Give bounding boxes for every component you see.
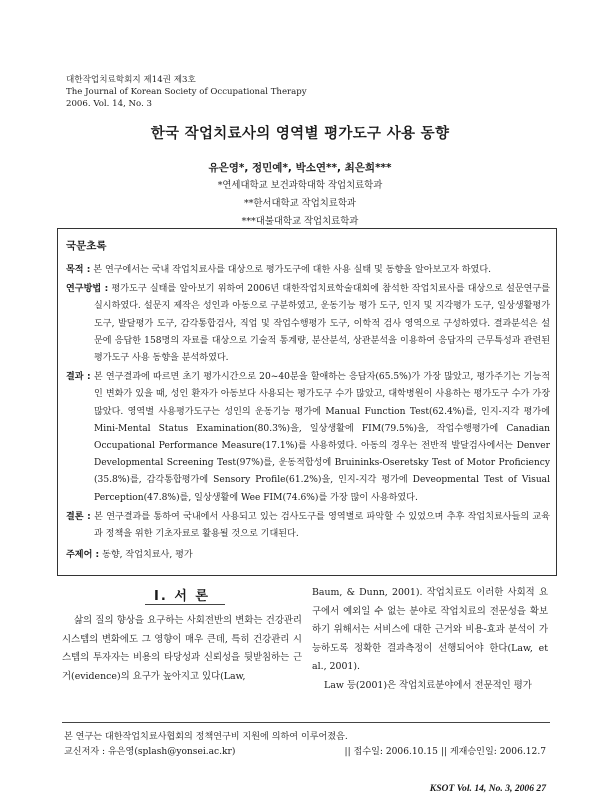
abstract-purpose (66, 262, 550, 279)
result-label: 결과 : (66, 372, 91, 383)
purpose-text: 본 연구에서는 국내 작업치료사를 대상으로 평가도구에 대한 사용 실태 및 동향을 알아보고자 하였다. (90, 265, 492, 275)
keywords-text: 동향, 작업치료사, 평가 (99, 550, 193, 560)
affiliation-1: *연세대학교 보건과학대학 작업치료학과 (217, 180, 383, 191)
affiliation-2: **한서대학교 작업치료학과 (244, 198, 356, 209)
keywords-label: 주제어 : (66, 550, 100, 560)
result-text: 본 연구결과에 따르면 초기 평가시간으로 20~40분을 할애하는 응답자(65.5%)가 가장 많았고, 평가주기는 기능적인 변화가 있을 때, 성인 환자가 아동보다 사용되는 평가도구 수가 많았고, 대학병원이 사용하는 평가도구 수가 가장 많았다. 영역별 사용평가도구는 성인의 운동기능 평가에 Manual Function Test(62.4%)를, 인지-지각 평가에 Mini-Mental Status Examination(80.3%)을, 일상생활에 FIM(79.5%)을, 작업수행평가에 Canadian Occupational Performance Measure(17.1%)를 사용하였다. 아동의 경우는 전반적 발달검사에서는 Denver Developmental Screening Test(97%)를, 운동적합성에 Bruininks-Oseretsky Test of Motor Proficiency (35.8%)를, 감각통합평가에 Sensory Profile(61.2%)을, 인지-지각 평가에 Deveopmental Test of Visual Perception(47.8%)를, 일상생활에 Wee FIM(74.6%)를 가장 많이 사용하였다. (90, 372, 551, 503)
keywords (66, 547, 193, 560)
paper-title: 한국 작업치료사의 영역별 평가도구 사용 동향 (150, 126, 450, 142)
journal-title-english: The Journal of Korean Society of Occupational Therapy (66, 87, 307, 97)
intro-right-paragraph-2: Law 등(2001)은 작업치료분야에서 전문적인 평가 (324, 679, 532, 691)
abstract-result (66, 369, 550, 507)
intro-right-paragraph-1: Baum, & Dunn, 2001). 작업치료도 이러한 사회적 요구에서 예외일 수 없는 분야로 작업치료의 전문성을 확보하기 위해서는 서비스에 대한 근거와 비용-효과 분석이 가능하도록 정확한 결과측정이 선행되어야 한다(Law, et al., 2001). (312, 587, 548, 673)
purpose-label: 목적 : (66, 265, 91, 275)
affiliation-3: ***대불대학교 작업치료학과 (241, 216, 359, 227)
section-heading-rule (145, 604, 225, 605)
abstract-conclusion (66, 509, 550, 543)
corresponding-author: 교신저자 : 유은영(splash@yonsei.ac.kr) (64, 747, 236, 757)
journal-volume: 2006. Vol. 14, No. 3 (66, 99, 153, 109)
method-text: 평가도구 실태를 알아보기 위하여 2006년 대한작업치료학술대회에 참석한 작업치료사를 대상으로 설문연구를 실시하였다. 설문지 제작은 성인과 아동으로 구분하였고, 운동기능 평가 도구, 인지 및 지각평가 도구, 일상생활평가 도구, 발달평가 도구, 감각통합검사, 직업 및 작업수행평가 도구, 이학적 검사 영역으로 구성하였다. 결과분석은 설문에 응답한 158명의 자료를 대상으로 기술적 통계량, 분산분석, 상관분석을 이용하여 응답자의 근무특성과 관련된 평가도구 사용 동향을 분석하였다. (94, 284, 550, 364)
intro-left-column: 삶의 질의 향상을 요구하는 사회전반의 변화는 건강관리 시스템의 변화에도 그 영향이 매우 큰데, 특히 건강관리 시스템의 투자자는 비용의 타당성과 신뢰성을 뒷받침하는 근거(evidence)의 요구가 높아지고 있다(Law, (62, 615, 302, 682)
abstract-heading: 국문초록 (66, 240, 107, 252)
author-list: 유은영*, 정민예*, 박소연**, 최은희*** (208, 162, 392, 174)
affiliation-list (0, 179, 600, 228)
abstract-body (66, 262, 550, 545)
conclusion-label: 결론 : (66, 511, 91, 522)
journal-header (66, 74, 307, 110)
journal-title-korean: 대한작업치료학회지 제14권 제3호 (66, 75, 196, 85)
page-footer: KSOT Vol. 14, No. 3, 2006 27 (429, 783, 546, 794)
conclusion-text: 본 연구결과를 통하여 국내에서 사용되고 있는 검사도구를 영역별로 파악할 수 있었으며 추후 작업치료사들의 교육과 정책을 위한 기초자료로 활용될 것으로 기대된다. (90, 511, 550, 540)
funding-note: 본 연구는 대한작업치료사협회의 정책연구비 지원에 의하여 이루어졌음. (64, 732, 348, 742)
section-heading-introduction: Ⅰ. 서 론 (154, 589, 210, 604)
method-label: 연구방법 : (66, 284, 109, 295)
submission-dates: || 접수일: 2006.10.15 || 게재승인일: 2006.12.7 (344, 747, 546, 757)
footnote-rule (62, 722, 550, 723)
intro-right-column (312, 584, 548, 696)
abstract-method (66, 281, 550, 367)
